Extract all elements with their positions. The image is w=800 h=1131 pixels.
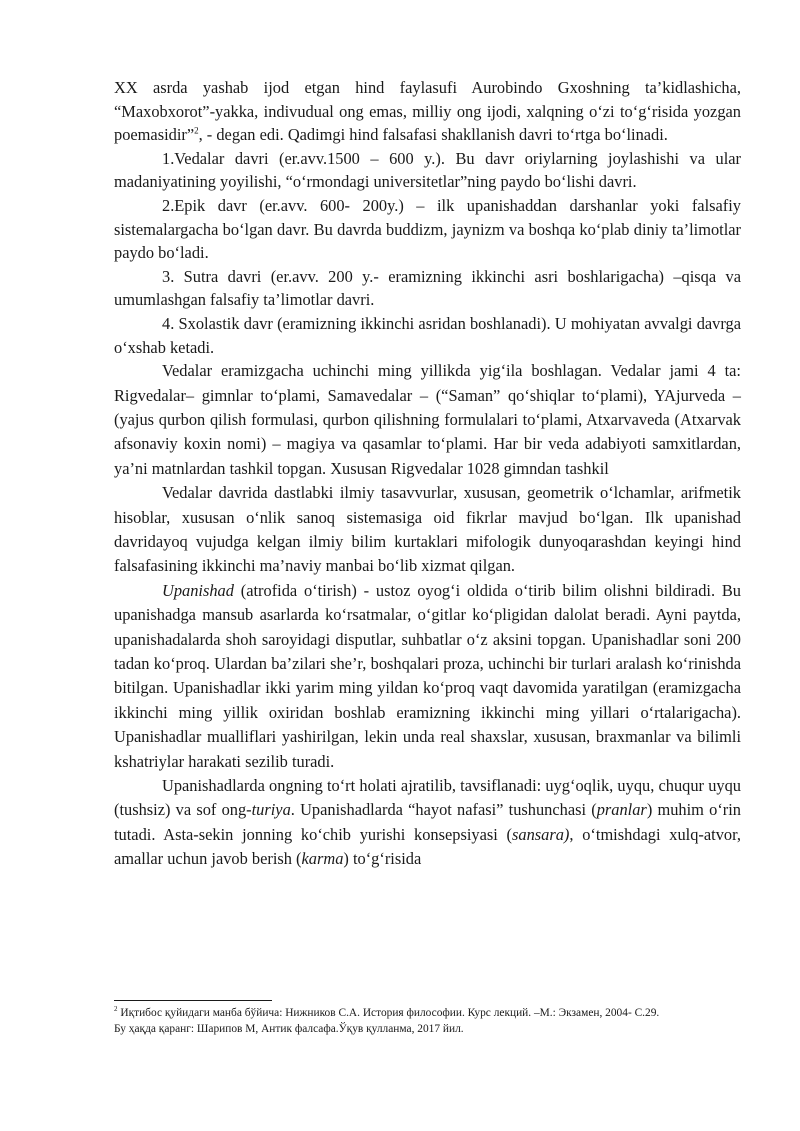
paragraph-sutra-period: 3. Sutra davri (er.avv. 200 y.- eramizning ikkinchi asri boshlarigacha) –qisqa va umumlashgan falsafiy ta’limotlar davri. <box>114 266 741 310</box>
footnote-1 <box>114 1006 741 1022</box>
paragraph-text: (atrofida o‘tirish) - ustoz oyog‘i oldida o‘tirib bilim olishni bildiradi. Bu upanishadga mansub asarlarda ko‘rsatmalar, o‘gitlar ko‘pligidan dalolat beradi. Ayni paytda, upanishadalarda shoh saroyidagi disputlar, suhbatlar o‘z aksini topgan. Upanishadlar soni 200 tadan ko‘proq. Ulardan ba’zilari she’r, boshqalari proza, uchinchi bir turlari aralash ko‘rinishda bitilgan. Upanishadlar ikki yarim ming yildan ko‘proq vaqt davomida yaratilgan (eramizgacha ikkinchi ming yillik oxiridan boshlab eramizning ikkinchi ming yillari o‘rtalarigacha). Upanishadlar mualliflari yashirilgan, lekin unda real shaxslar, xususan, braxmanlar va bilimli kshatriylar harakati sezilib turadi. <box>114 580 741 771</box>
paragraph-text: , o‘tmishdagi xulq-atvor, amallar uchun javob berish ( <box>114 824 741 869</box>
term-pranlar: pranlar <box>596 800 647 820</box>
paragraph-aurobindo-quote <box>114 76 741 147</box>
footnote-reference[interactable]: 2 <box>194 125 199 136</box>
term-turiya: turiya <box>251 800 291 820</box>
paragraph-scholastic-period: 4. Sxolastik davr (eramizning ikkinchi asridan boshlanadi). U mohiyatan avvalgi davrga o‘xshab ketadi. <box>114 313 741 357</box>
footnote-separator <box>114 1000 272 1001</box>
paragraph-vedic-period: 1.Vedalar davri (er.avv.1500 – 600 y.). Bu davr oriylarning joylashishi va ular madaniyatining yoyilishi, “o‘rmondagi universitetlar”ning paydo bo‘lishi davri. <box>114 148 741 192</box>
paragraph-text: ) muhim o‘rin tutadi. Asta-sekin jonning ko‘chib yurishi konsepsiyasi ( <box>114 800 741 844</box>
footnote-2: Бу ҳақда қаранг: Шарипов М, Антик фалсафа.Ўқув қулланма, 2017 йил. <box>114 1022 464 1035</box>
footnote-text: Иқтибос қуйидаги манба бўйича: Нижников С.А. История философии. Курс лекций. –М.: Экзамен, 2004- С.29. <box>117 1007 660 1019</box>
term-sansara: sansara) <box>512 824 570 844</box>
paragraph-text: , - degan edi. Qadimgi hind falsafasi shakllanish davri to‘rtga bo‘linadi. <box>198 125 668 145</box>
term-karma: karma <box>301 849 344 869</box>
paragraph-vedic-science: Vedalar davrida dastlabki ilmiy tasavvurlar, xususan, geometrik o‘lchamlar, arifmetik hisoblar, xususan o‘nlik sanoq sistemasiga oid fikrlar mavjud bo‘lgan. Ilk upanishad davridayoq vujudga kelgan ilmiy bilim kurtaklari mifologik dunyoqarashdan keyingi hind falsafasining ikkinchi ma’naviy manbai bo‘lib xizmat qilgan. <box>114 483 741 576</box>
paragraph-text: . Upanishadlarda “hayot nafasi” tushunchasi ( <box>290 800 597 820</box>
paragraph-vedas: Vedalar eramizgacha uchinchi ming yillikda yig‘ila boshlagan. Vedalar jami 4 ta: Rigvedalar– gimnlar to‘plami, Samavedalar – (“Saman” qo‘shiqlar to‘plami), YAjurveda – (yajus qurbon qilish formulasi, qurbon qilishning formulalari to‘plami, Atxarvaveda (Atxarvak afsonaviy koxin nomi) – magiya va qasamlar to‘plami. Har bir veda adabiyoti samxitlardan, ya’ni matnlardan tashkil topgan. Xususan Rigvedalar 1028 gimndan tashkil <box>114 361 741 478</box>
main-text <box>114 76 741 872</box>
footnotes <box>114 1006 741 1037</box>
paragraph-upanishad <box>114 579 741 774</box>
paragraph-consciousness-states <box>114 774 741 872</box>
paragraph-text: ) to‘g‘risida <box>343 849 422 869</box>
paragraph-text: XX asrda yashab ijod etgan hind faylasufi Aurobindo Gxoshning ta’kidlashicha, “Maxobxorot”-yakka, indivudual ong emas, milliy ong ijodi, xalqning o‘zi to‘g‘risida yozgan poemasidir” <box>114 78 741 145</box>
paragraph-epic-period: 2.Epik davr (er.avv. 600- 200y.) – ilk upanishaddan darshanlar yoki falsafiy sistemalargacha bo‘lgan davr. Bu davrda buddizm, jaynizm va boshqa ko‘plab diniy ta’limotlar paydo bo‘ladi. <box>114 195 741 263</box>
footnote-mark: 2 <box>114 1005 118 1014</box>
paragraph-text: Upanishadlarda ongning to‘rt holati ajratilib, tavsiflanadi: uyg‘oqlik, uyqu, chuqur uyqu (tushsiz) va sof ong- <box>114 776 741 820</box>
term-upanishad: Upanishad <box>162 580 234 600</box>
